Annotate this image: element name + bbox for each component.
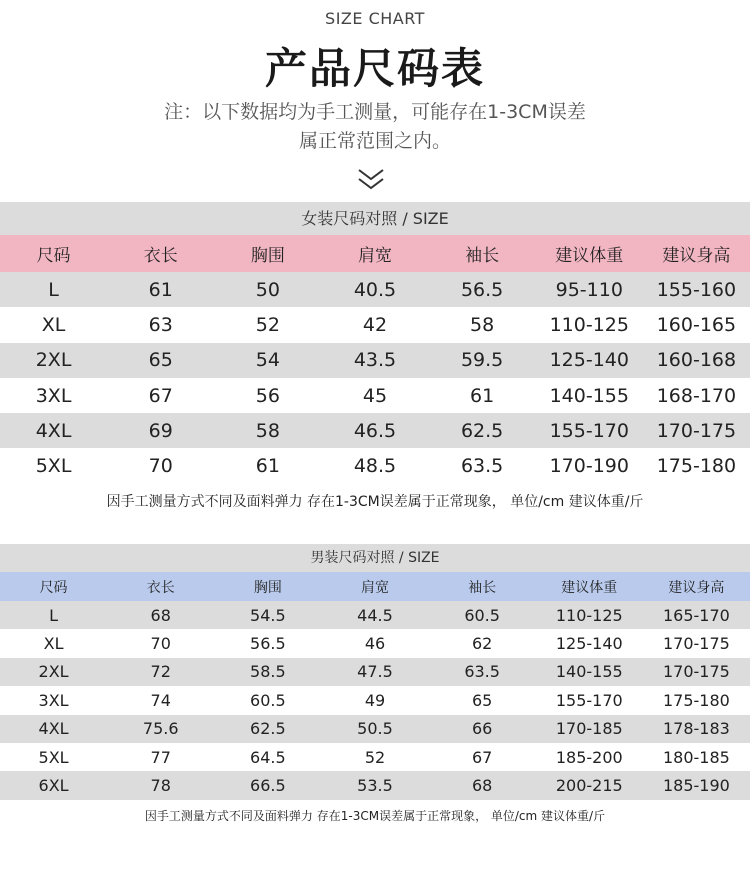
table-cell: 168-170 [656,384,737,407]
table-cell: 63 [148,313,173,336]
table-cell: 58 [470,313,495,336]
table-cell: 63.5 [464,662,500,682]
table-cell: 52 [255,313,280,336]
column-header: 建议身高 [643,572,750,601]
table-cell: 58.5 [250,662,286,682]
table-cell: 4XL [38,719,69,739]
table-row [0,629,750,657]
table-cell: 78 [150,776,171,796]
table-cell: 170-190 [549,455,629,478]
table-cell: L [48,278,59,301]
table-cell: 67 [471,747,493,767]
table-cell: 155-170 [549,419,629,442]
table-cell: 56 [255,384,280,407]
women-size-table [0,235,750,484]
table-cell: 200-215 [555,776,623,796]
table-cell: 61 [255,455,280,478]
column-header: 衣长 [107,572,214,601]
subtitle-english: SIZE CHART [325,9,425,28]
table-cell: 175-180 [662,690,730,710]
table-cell: 155-160 [656,278,737,301]
table-row [0,743,750,771]
table-cell: 60.5 [464,605,500,625]
table-cell: 44.5 [357,605,393,625]
table-cell: 46.5 [353,419,397,442]
table-cell: 70 [150,634,171,654]
table-cell: 170-185 [555,719,623,739]
women-table-header-row [0,235,750,272]
table-cell: 64.5 [250,747,286,767]
table-cell: 58 [255,419,280,442]
table-cell: 165-170 [662,605,730,625]
table-cell: 66.5 [250,776,286,796]
table-cell: 70 [148,455,173,478]
table-cell: 45 [362,384,388,407]
table-cell: 175-180 [656,455,737,478]
table-cell: 65 [148,349,173,372]
table-cell: 125-140 [549,349,629,372]
table-cell: 74 [150,690,171,710]
table-cell: L [49,605,59,625]
table-cell: 56.5 [250,634,286,654]
men-footnote: 因手工测量方式不同及面料弹力 存在1-3CM误差属于正常现象， 单位/cm 建议体重/斤 [144,808,606,823]
table-cell: 47.5 [357,662,393,682]
table-cell: 67 [148,384,173,407]
table-cell: 62.5 [460,419,504,442]
table-cell: 6XL [38,776,69,796]
column-header: 胸围 [214,572,321,601]
table-cell: 61 [148,278,173,301]
table-cell: 77 [150,747,171,767]
column-header: 建议身高 [643,235,750,272]
table-cell: 110-125 [555,605,623,625]
table-cell: 3XL [38,690,69,710]
table-cell: 62.5 [250,719,286,739]
table-row [0,378,750,413]
table-cell: 59.5 [460,349,504,372]
table-row [0,601,750,629]
table-cell: 3XL [35,384,72,407]
table-cell: 185-200 [555,747,623,767]
table-row [0,343,750,378]
men-table-header-row [0,572,750,601]
column-header: 袖长 [429,572,536,601]
table-cell: 40.5 [353,278,397,301]
table-cell: 125-140 [555,634,623,654]
table-cell: 155-170 [555,690,623,710]
table-cell: 75.6 [142,719,179,739]
women-table-body [0,272,750,484]
men-size-section [0,544,750,832]
column-header: 胸围 [214,235,321,272]
page-title: 产品尺码表 [264,44,485,93]
table-cell: 66 [471,719,493,739]
men-table-body [0,601,750,800]
table-cell: 140-155 [555,662,623,682]
column-header: 袖长 [429,235,536,272]
table-cell: 54.5 [250,605,286,625]
table-cell: XL [43,634,64,654]
measurement-note-line2: 属正常范围之内。 [298,130,451,152]
men-size-table [0,572,750,800]
double-chevron-down-icon [357,166,385,194]
table-cell: 68 [471,776,493,796]
table-cell: 170-175 [656,419,737,442]
table-cell: 95-110 [555,278,623,301]
table-cell: 185-190 [662,776,730,796]
column-header: 建议体重 [536,572,643,601]
table-cell: 43.5 [353,349,397,372]
table-cell: 110-125 [549,313,629,336]
table-cell: 178-183 [662,719,730,739]
table-cell: XL [41,313,66,336]
table-cell: 42 [362,313,388,336]
column-header: 肩宽 [321,572,428,601]
table-row [0,413,750,448]
table-row [0,307,750,342]
women-size-title: 女装尺码对照 / SIZE [0,202,750,235]
column-header: 尺码 [0,572,107,601]
women-footnote: 因手工测量方式不同及面料弹力 存在1-3CM误差属于正常现象， 单位/cm 建议体重/斤 [106,493,644,510]
table-cell: 65 [471,690,493,710]
table-row [0,771,750,799]
table-cell: 5XL [35,455,72,478]
table-cell: 46 [364,634,386,654]
column-header: 衣长 [107,235,214,272]
column-header: 肩宽 [321,235,428,272]
table-cell: 170-175 [662,662,730,682]
table-cell: 68 [150,605,171,625]
column-header: 尺码 [0,235,107,272]
table-cell: 62 [471,634,493,654]
measurement-note-line1: 注：以下数据均为手工测量，可能存在1-3CM误差 [164,101,586,123]
table-row [0,686,750,714]
table-cell: 50.5 [357,719,393,739]
column-header: 建议体重 [536,235,643,272]
table-cell: 170-175 [662,634,730,654]
table-cell: 48.5 [353,455,397,478]
men-size-title: 男装尺码对照 / SIZE [0,544,750,572]
table-cell: 50 [255,278,280,301]
table-cell: 53.5 [357,776,393,796]
table-cell: 72 [150,662,171,682]
women-size-section [0,202,750,520]
table-cell: 56.5 [460,278,504,301]
table-cell: 160-165 [656,313,737,336]
table-row [0,658,750,686]
table-cell: 2XL [38,662,69,682]
table-cell: 52 [364,747,386,767]
table-cell: 140-155 [549,384,629,407]
table-row [0,715,750,743]
table-cell: 2XL [35,349,72,372]
table-row [0,448,750,483]
table-cell: 60.5 [250,690,286,710]
table-cell: 63.5 [460,455,504,478]
table-cell: 160-168 [656,349,737,372]
table-cell: 54 [255,349,280,372]
table-cell: 5XL [38,747,69,767]
table-cell: 49 [364,690,386,710]
table-cell: 4XL [35,419,72,442]
table-cell: 69 [148,419,173,442]
table-cell: 61 [470,384,495,407]
table-row [0,272,750,307]
table-cell: 180-185 [662,747,730,767]
